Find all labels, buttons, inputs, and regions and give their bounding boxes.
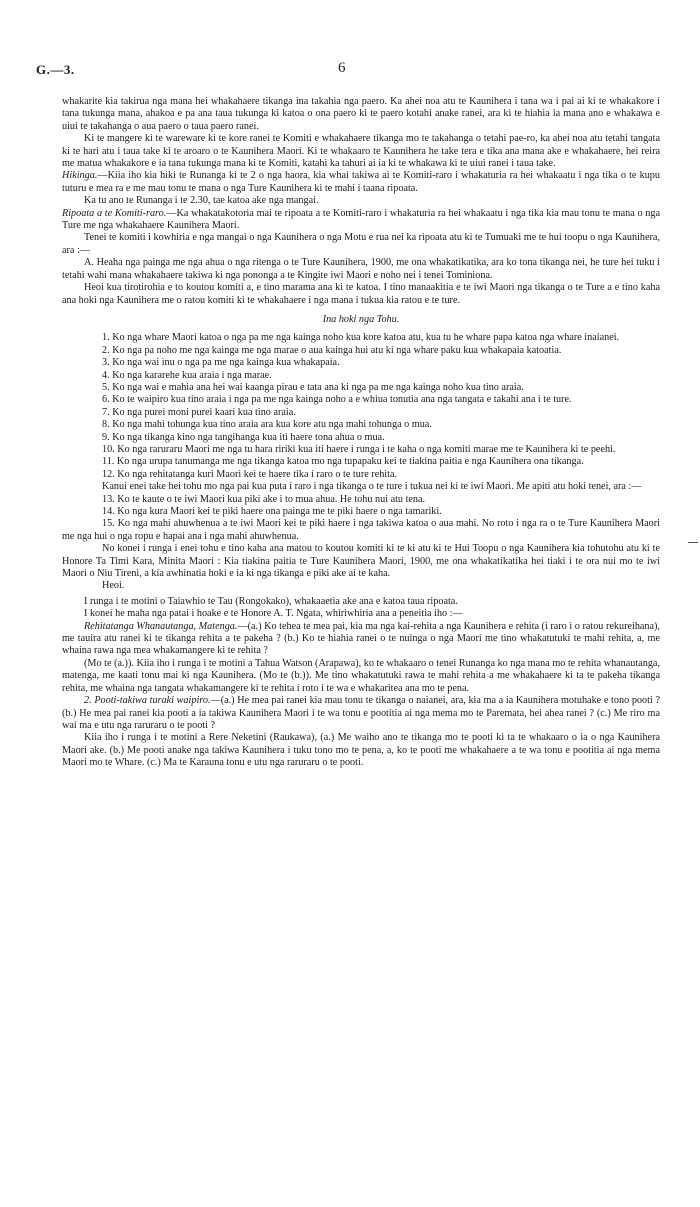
paragraph: whakarite kia takirua nga mana hei whakahaere tikanga ina takahia nga paero. Ka ahei noa atu te Kaunihera i tana wa i pai ai ki te whakakore i tana tukunga mana, ahakoa e pa ana taua tukunga ki katoa o ona paero ki te paero kotahi anake ranei, ara ki te hiahia ia mana ano e whakawa e uiui te takahanga o aua paero o taua paero ranei. <box>62 96 660 132</box>
paragraph <box>62 208 660 233</box>
paragraph: A. Heaha nga painga me nga ahua o nga ritenga o te Ture Kaunihera, 1900, me ona whakatikatika, ara ko tona tikanga nei, he ture hei tuku i tetahi wahi mana whakahaere takiwa ki nga pononga a te Kingite iwi Maori e noho nei i tenei Tominiona. <box>62 257 660 281</box>
list-item: 11. Ko nga urupa tanumanga me nga tikanga katoa mo nga tupapaku kei te tiakina paitia e nga Kaunihera ona tikanga. <box>102 456 584 468</box>
paragraph <box>62 695 660 732</box>
list-item: 10. Ko nga raruraru Maori me nga tu hara ririki kua iti haere i runga i te kaha o nga komiti marae me te Kaunihera ki te peehi. <box>102 443 616 455</box>
paragraph-label: Ripoata a te Komiti-raro. <box>62 207 167 219</box>
report-reference: G.—3. <box>36 62 75 77</box>
paragraph-text: —(a.) Ko tehea te mea pai, kia ma nga kai-rehita a nga Kaunihera e rehita (i raro i o ratou rekureihana), me tauira atu ranei ki te tikanga rehita a te pakeha ? (b.) Ko te hiahia ranei o te nuinga o nga Maori me tino whakatutuki te mahi rehita, a, me whaina rawa nga mea whakamangere ki te rehita ? <box>62 620 660 657</box>
page-number: 6 <box>338 60 346 76</box>
section-heading: Ina hoki nga Tohu. <box>322 313 400 325</box>
paragraph-text: —(a.) He mea pai ranei kia mau tonu te tikanga o naianei, ara, kia ma a ia Kaunihera motuhake e tono pooti ? (b.) He mea pai ranei kia pooti a ia takiwa Kaunihera Maori i te wa tonu e pootitia ai nga mema mo te Paremata, hei ahea ranei ? (c.) Me riro ma wai ma e utu nga raruraru o te pooti ? <box>62 695 660 731</box>
list-item: 9. Ko nga tikanga kino nga tangihanga kua iti haere tona ahua o mua. <box>102 431 385 443</box>
paragraph: Kanui enei take hei tohu mo nga pai kua puta i raro i nga tikanga o te ture i tukua nei ki te iwi Maori. Me apiti atu hoki tenei, ara :— <box>102 481 642 493</box>
paragraph-label: Hikinga. <box>62 170 98 182</box>
list-item: 1. Ko nga whare Maori katoa o nga pa me nga kainga noho kua kore katoa atu, kua tu he whare papa katoa nga whare inaianei. <box>102 332 620 344</box>
paragraph <box>62 621 660 658</box>
margin-mark <box>688 542 698 543</box>
list-item: 8. Ko nga mahi tohunga kua tino araia ara kua kore atu nga mahi tohunga o mua. <box>102 419 432 431</box>
paragraph: Heoi. <box>102 580 125 592</box>
paragraph: Ka tu ano te Runanga i te 2.30, tae katoa ake nga mangai. <box>84 195 319 207</box>
paragraph: No konei i runga i enei tohu e tino kaha ana matou to koutou komiti ki te ki atu ki te Hui Toopu o nga Kaunihera kia tohutohu atu ki te Honore Ta Timi Kara, Minita Maori : Kia tiakina paitia te Ture Kaunihera Maori, 1900, me ona whakatikatika hei tiaki i te ora nui mo te iwi Maori o Niu Tireni, a kia awhinatia hoki e ia ki nga tikanga e piki ake ai te kaha. <box>62 543 660 580</box>
list-item: 4. Ko nga kararehe kua araia i nga marae. <box>102 369 272 381</box>
paragraph: I runga i te motini o Taiawhio te Tau (Rongokako), whakaaetia ake ana e katoa taua ripoata. <box>84 595 458 607</box>
document-body <box>62 96 660 770</box>
paragraph-label: 2. Pooti-takiwa turaki waipiro. <box>84 695 211 707</box>
paragraph-text: —Ka whakatakotoria mai te ripoata a te Komiti-raro i whakaturia ra hei whakaatu i nga tika kia mau tonu te mana o nga Ture me nga whakahaere Kaunihera Maori. <box>62 207 660 232</box>
list-item: 14. Ko nga kura Maori kei te piki haere ona painga me te piki haere o nga tamariki. <box>102 506 442 517</box>
paragraph-text: —Kiia iho kia hiki te Runanga ki te 2 o nga haora, kia whai takiwa ai te Komiti-raro i whakaturia ra hei whakaatu i nga tika o te kupu tuturu e mea ra e me mau tonu te mana o nga Ture Kaunihera ki te mahi i taana ripoata. <box>62 170 660 194</box>
paragraph: Tenei te komiti i kowhiria e nga mangai o nga Kaunihera o nga Motu e rua nei ka ripoata atu ki te Tumuaki me te hui toopu o nga Kaunihera, ara :— <box>62 232 660 256</box>
paragraph <box>62 170 660 195</box>
list-item: 5. Ko nga wai e mahia ana hei wai kaanga pirau e tata ana ki nga pa me nga kainga noho kua tino araia. <box>102 381 524 393</box>
list-item: 6. Ko te waipiro kua tino araia i nga pa me nga kainga noho a e whiua tonutia ana nga tangata e takahi ana i te ture. <box>102 394 572 406</box>
list-item: 12. Ko nga rehitatanga kuri Maori kei te haere tika i raro o te ture rehita. <box>102 468 398 480</box>
paragraph: (Mo te (a.)). Kiia iho i runga i te motini a Tahua Watson (Arapawa), ko te whakaaro o tenei Runanga ko nga mana mo te rehita whanautanga, matenga, me kaati tonu mai ki nga Kaunihera. (Mo te (b.)). Me tino whakatutuki rawa te mahi rehita a me whakahaere ki ta te pakeha tikanga rehita, me whaina nga tangata whakamangere ki te rehita i roto i te wa e whakaritea ana mo te pena. <box>62 657 660 694</box>
paragraph: Heoi kua tirotirohia e to koutou komiti a, e tino marama ana ki te katoa. I tino manaakitia e te iwi Maori nga tikanga o te Ture a e tino kaha ana hoki nga Kaunihera me o ratou komiti ki te whakahaere i nga mana i tukua kia ratou e te ture. <box>62 282 660 306</box>
list-item: 15. Ko nga mahi ahuwhenua a te iwi Maori kei te piki haere i nga takiwa katoa o aua mahi. No roto i nga ra o te Ture Kaunihera Maori me nga hui o nga ropu e hapai ana i nga mahi ahuwhenua. <box>62 518 660 542</box>
paragraph: Ki te mangere ki te wareware ki te kore ranei te Komiti e whakahaere tikanga mo te takahanga o tetahi pae-ro, ka ahei noa atu tetahi tangata ki te hari atu i taua take ki te aroaro o te Kaunihera Maori. Ki te whakaaro te Kaunihera he take tera e tika ana mana ake e whakahaere, hei reira me matua whakakore e ia tana tukunga mana ki te Komiti, katahi ka tahuri ai ia ki te whakawa ki te uiui ranei i taua take. <box>62 133 660 170</box>
list-item: 7. Ko nga purei moni purei kaari kua tino araia. <box>102 406 296 418</box>
list-item: 3. Ko nga wai inu o nga pa me nga kainga kua whakapaia. <box>102 357 340 369</box>
list-item: 2. Ko nga pa noho me nga kainga me nga marae o aua kainga hui atu ki nga whare paku kua whakapaia katoatia. <box>102 344 562 356</box>
paragraph-label: Rehitatanga Whanautanga, Matenga. <box>84 620 238 632</box>
paragraph: I konei he maha nga patai i hoake e te Honore A. T. Ngata, whiriwhiria ana a peneitia iho :— <box>84 608 463 620</box>
paragraph: Kiia iho i runga i te motini a Rere Neketini (Raukawa), (a.) Me waiho ano te tikanga mo te pooti ki ta te whakaaro o ia o nga Kaunihera Maori ake. (b.) Me pooti anake nga takiwa Kaunihera i tuku tono mo te pena, a, ko te pooti me whakahaere a te wa tonu e pootitia ai nga mema Maori mo te Whare. (c.) Ma te Karauna tonu e utu nga raruraru o te pooti. <box>62 732 660 769</box>
list-item: 13. Ko te kaute o te iwi Maori kua piki ake i to mua ahua. He tohu nui atu tena. <box>102 493 426 505</box>
